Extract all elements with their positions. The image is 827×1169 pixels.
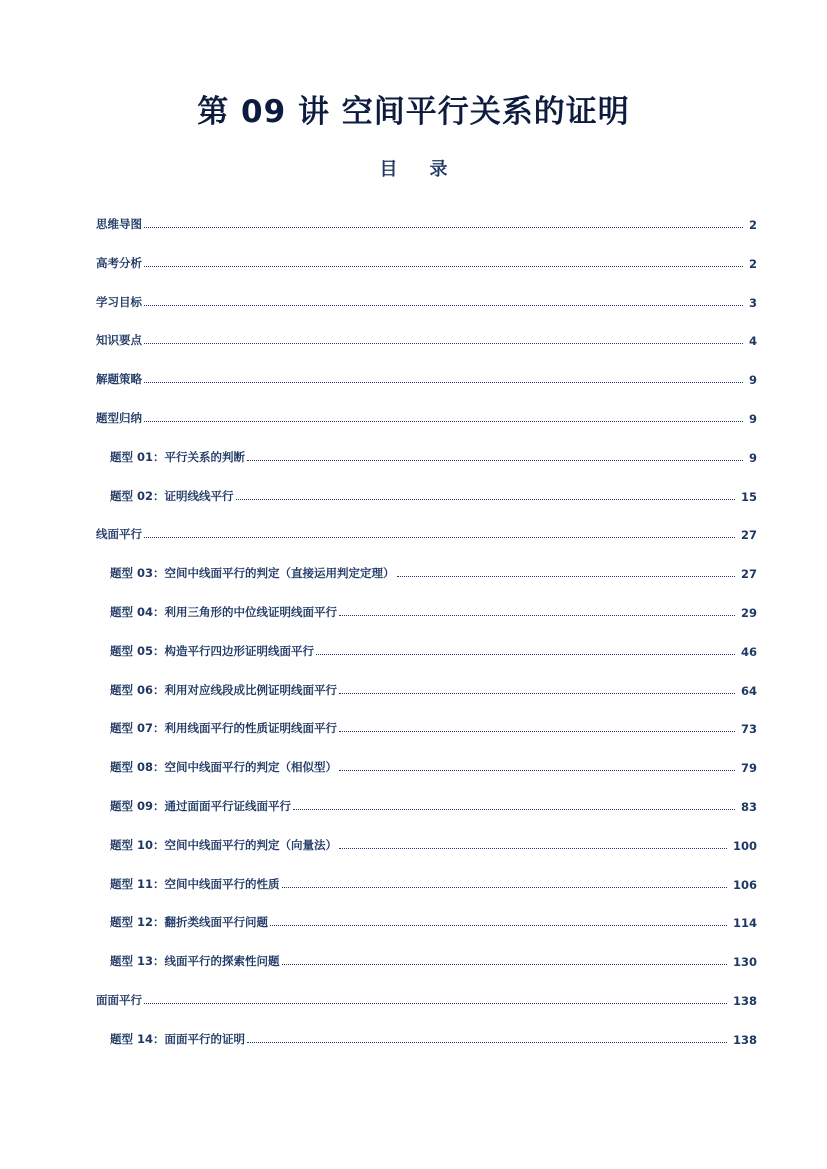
- toc-dot-leader: [144, 420, 743, 422]
- toc-entry[interactable]: [110, 447, 757, 465]
- toc-entry-label: 题型 04：利用三角形的中位线证明线面平行: [110, 605, 338, 619]
- toc-dot-leader: [144, 265, 743, 267]
- toc-entry[interactable]: [110, 641, 757, 659]
- toc-entry-label: 题型 05：构造平行四边形证明线面平行: [110, 644, 315, 658]
- toc-entry-label: 高考分析: [96, 256, 142, 270]
- toc-dot-leader: [236, 498, 735, 500]
- toc-entry[interactable]: [96, 214, 757, 232]
- toc-entry[interactable]: [110, 602, 757, 620]
- toc-entry-page: 2: [748, 218, 757, 232]
- toc-entry-page: 9: [748, 373, 757, 387]
- toc-entry-label: 题型归纳: [96, 411, 142, 425]
- toc-entry-page: 27: [740, 567, 757, 581]
- toc-heading-char-1: 目: [379, 159, 398, 180]
- toc-entry-label: 题型 14：面面平行的证明: [110, 1032, 246, 1046]
- toc-dot-leader: [144, 381, 743, 383]
- toc-entry-label: 面面平行: [96, 993, 142, 1007]
- toc-entry-page: 138: [732, 1033, 757, 1047]
- toc-dot-leader: [282, 963, 727, 965]
- toc-entry-label: 题型 13：线面平行的探索性问题: [110, 954, 280, 968]
- toc-dot-leader: [144, 226, 743, 228]
- toc-entry-page: 9: [748, 412, 757, 426]
- toc-entry[interactable]: [96, 292, 757, 310]
- toc-entry[interactable]: [110, 563, 757, 581]
- toc-dot-leader: [144, 304, 743, 306]
- toc-entry[interactable]: [110, 874, 757, 892]
- toc-entry-page: 83: [740, 800, 757, 814]
- toc-dot-leader: [339, 847, 727, 849]
- toc-entry-label: 知识要点: [96, 333, 142, 347]
- toc-dot-leader: [293, 808, 735, 810]
- toc-dot-leader: [247, 1041, 727, 1043]
- toc-entry[interactable]: [110, 951, 757, 969]
- toc-entry-page: 4: [748, 334, 757, 348]
- toc-dot-leader: [339, 614, 735, 616]
- toc-entry-label: 题型 07：利用线面平行的性质证明线面平行: [110, 721, 338, 735]
- toc-entry-label: 题型 10：空间中线面平行的判定（向量法）: [110, 838, 338, 852]
- toc-dot-leader: [270, 924, 727, 926]
- toc-entry-page: 3: [748, 296, 757, 310]
- toc-entry[interactable]: [110, 680, 757, 698]
- toc-entry-label: 题型 02：证明线线平行: [110, 489, 234, 503]
- toc-entry[interactable]: [96, 253, 757, 271]
- toc-dot-leader: [339, 769, 735, 771]
- toc-heading-char-2: 录: [429, 159, 448, 180]
- toc-entry-label: 题型 03：空间中线面平行的判定（直接运用判定定理）: [110, 566, 395, 580]
- toc-entry-label: 学习目标: [96, 295, 142, 309]
- toc-entry-page: 130: [732, 955, 757, 969]
- toc-entry-page: 27: [740, 528, 757, 542]
- toc-dot-leader: [144, 342, 743, 344]
- toc-entry[interactable]: [110, 757, 757, 775]
- toc-entry[interactable]: [96, 330, 757, 348]
- toc-entry-page: 138: [732, 994, 757, 1008]
- page-title: 第 09 讲 空间平行关系的证明: [197, 94, 630, 130]
- toc-entry-page: 46: [740, 645, 757, 659]
- toc-entry-label: 题型 08：空间中线面平行的判定（相似型）: [110, 760, 338, 774]
- toc-entry-page: 73: [740, 722, 757, 736]
- toc-entry-label: 线面平行: [96, 527, 142, 541]
- toc-entry[interactable]: [96, 408, 757, 426]
- toc-entry-label: 解题策略: [96, 372, 142, 386]
- toc-entry-label: 题型 11：空间中线面平行的性质: [110, 877, 280, 891]
- toc-entry[interactable]: [110, 1029, 757, 1047]
- toc-entry[interactable]: [96, 369, 757, 387]
- toc-entry-label: 题型 12：翻折类线面平行问题: [110, 915, 269, 929]
- toc-entry-label: 题型 01：平行关系的判断: [110, 450, 246, 464]
- toc-dot-leader: [339, 730, 735, 732]
- toc-entry[interactable]: [110, 796, 757, 814]
- toc-dot-leader: [316, 653, 735, 655]
- toc-entry-page: 2: [748, 257, 757, 271]
- toc-dot-leader: [247, 459, 743, 461]
- toc-entry[interactable]: [110, 912, 757, 930]
- toc-entry-page: 64: [740, 684, 757, 698]
- toc-dot-leader: [339, 692, 735, 694]
- toc-entry-page: 9: [748, 451, 757, 465]
- toc-entry[interactable]: [110, 486, 757, 504]
- toc-entry-page: 114: [732, 916, 757, 930]
- toc-entry[interactable]: [96, 990, 757, 1008]
- toc-dot-leader: [144, 536, 735, 538]
- toc-entry-page: 106: [732, 878, 757, 892]
- toc-dot-leader: [144, 1002, 727, 1004]
- toc-entry-page: 29: [740, 606, 757, 620]
- toc-dot-leader: [397, 575, 735, 577]
- toc-entry[interactable]: [96, 524, 757, 542]
- toc-entry-page: 100: [732, 839, 757, 853]
- toc-entry-label: 题型 09：通过面面平行证线面平行: [110, 799, 292, 813]
- toc-dot-leader: [282, 886, 727, 888]
- toc-entry[interactable]: [110, 718, 757, 736]
- toc-entry-label: 思维导图: [96, 217, 142, 231]
- toc-entry-page: 79: [740, 761, 757, 775]
- toc-entry[interactable]: [110, 835, 757, 853]
- toc-entry-page: 15: [740, 490, 757, 504]
- toc-entry-label: 题型 06：利用对应线段成比例证明线面平行: [110, 683, 338, 697]
